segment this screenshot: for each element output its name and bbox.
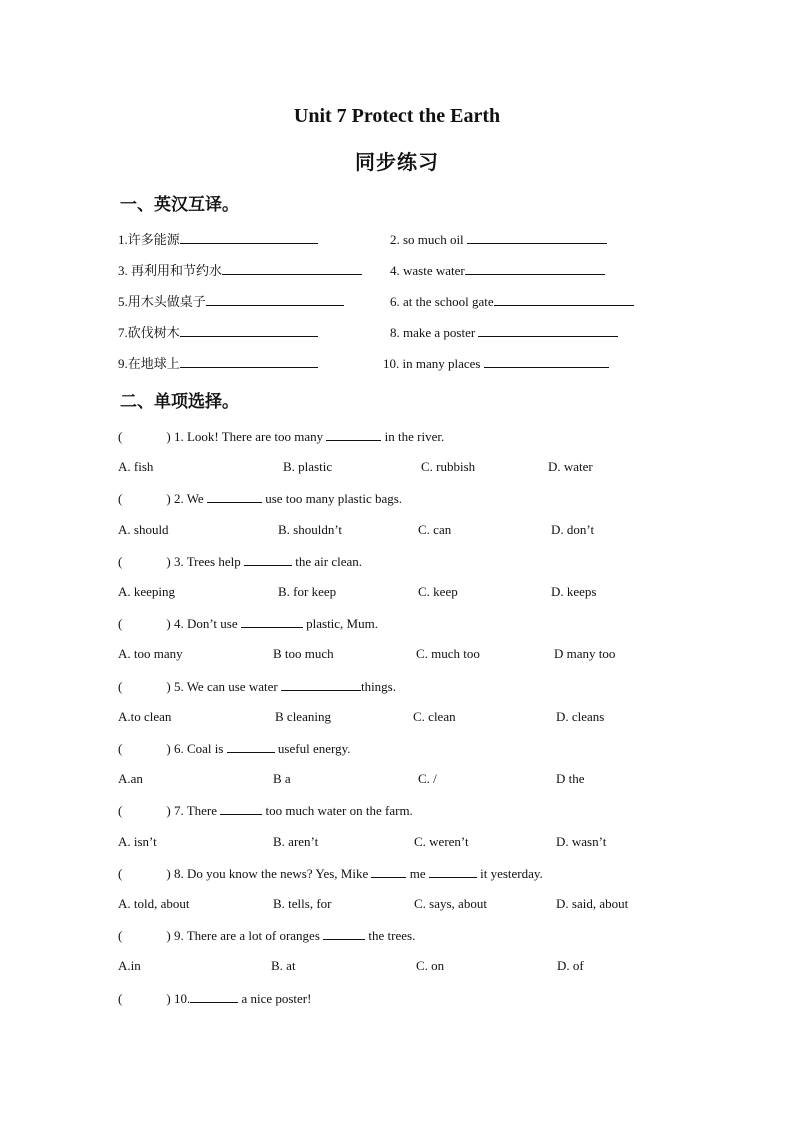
answer-blank[interactable] <box>484 355 609 368</box>
answer-blank[interactable] <box>206 293 344 306</box>
question-2: ( ) 2. We use too many plastic bags. <box>118 491 403 506</box>
option-a[interactable]: A.in <box>118 958 141 973</box>
option-d[interactable]: D. water <box>548 459 593 474</box>
translation-item: 1.许多能源 <box>118 231 318 248</box>
answer-blank[interactable] <box>429 865 477 878</box>
page-subtitle: 同步练习 <box>355 152 439 174</box>
option-a[interactable]: A. should <box>118 522 169 537</box>
answer-blank[interactable] <box>227 740 275 753</box>
translation-item: 5.用木头做桌子 <box>118 293 344 310</box>
option-d[interactable]: D. of <box>557 958 584 973</box>
option-c[interactable]: C. rubbish <box>421 459 476 474</box>
answer-blank[interactable] <box>244 553 292 566</box>
question-10: ( ) 10. a nice poster! <box>118 991 312 1006</box>
option-c[interactable]: C. says, about <box>414 896 487 911</box>
answer-blank[interactable] <box>371 865 406 878</box>
question-8: ( ) 8. Do you know the news? Yes, Mike me it yesterday. <box>118 866 543 881</box>
option-c[interactable]: C. can <box>418 522 452 537</box>
answer-blank[interactable] <box>241 615 303 628</box>
option-c[interactable]: C. much too <box>416 646 480 661</box>
option-a[interactable]: A. too many <box>118 646 183 661</box>
translation-item: 9.在地球上 <box>118 355 318 372</box>
question-4: ( ) 4. Don’t use plastic, Mum. <box>118 616 378 631</box>
option-a[interactable]: A. isn’t <box>118 834 157 849</box>
option-b[interactable]: B. at <box>271 958 296 973</box>
translation-item: 8. make a poster <box>390 324 618 341</box>
option-b[interactable]: B. shouldn’t <box>278 522 343 537</box>
option-a[interactable]: A. keeping <box>118 584 176 599</box>
answer-blank[interactable] <box>220 802 262 815</box>
translation-item: 6. at the school gate <box>390 293 634 310</box>
translation-item: 7.砍伐树木 <box>118 324 318 341</box>
answer-blank[interactable] <box>180 324 318 337</box>
question-9: ( ) 9. There are a lot of oranges the trees. <box>118 928 416 943</box>
page-title: Unit 7 Protect the Earth <box>293 105 501 127</box>
option-c[interactable]: C. clean <box>413 709 456 724</box>
option-c[interactable]: C. keep <box>418 584 458 599</box>
option-a[interactable]: A.an <box>118 771 143 786</box>
answer-blank[interactable] <box>467 231 607 244</box>
question-6: ( ) 6. Coal is useful energy. <box>118 741 351 756</box>
answer-blank[interactable] <box>180 231 318 244</box>
option-b[interactable]: B. for keep <box>278 584 337 599</box>
option-a[interactable]: A.to clean <box>118 709 172 724</box>
answer-blank[interactable] <box>494 293 634 306</box>
translation-item: 10. in many places <box>383 355 609 372</box>
option-a[interactable]: A. fish <box>118 459 154 474</box>
option-d[interactable]: D. wasn’t <box>556 834 607 849</box>
translation-item: 4. waste water <box>390 262 605 279</box>
option-c[interactable]: C. weren’t <box>414 834 469 849</box>
option-c[interactable]: C. on <box>416 958 445 973</box>
option-d[interactable]: D. keeps <box>551 584 597 599</box>
answer-blank[interactable] <box>180 355 318 368</box>
answer-blank[interactable] <box>478 324 618 337</box>
option-d[interactable]: D many too <box>554 646 616 661</box>
answer-blank[interactable] <box>465 262 605 275</box>
option-a[interactable]: A. told, about <box>118 896 190 911</box>
answer-blank[interactable] <box>326 428 381 441</box>
answer-blank[interactable] <box>222 262 362 275</box>
option-b[interactable]: B a <box>273 771 291 786</box>
option-b[interactable]: B cleaning <box>275 709 331 724</box>
question-3: ( ) 3. Trees help the air clean. <box>118 554 363 569</box>
translation-item: 3. 再利用和节约水 <box>118 262 362 279</box>
question-1: ( ) 1. Look! There are too many in the river. <box>118 429 445 444</box>
section2-heading: 二、单项选择。 <box>120 392 239 411</box>
question-7: ( ) 7. There too much water on the farm. <box>118 803 413 818</box>
option-d[interactable]: D the <box>556 771 585 786</box>
option-b[interactable]: B too much <box>273 646 334 661</box>
option-c[interactable]: C. / <box>418 771 437 786</box>
answer-blank[interactable] <box>190 990 238 1003</box>
option-d[interactable]: D. don’t <box>551 522 595 537</box>
answer-blank[interactable] <box>207 490 262 503</box>
option-b[interactable]: B. tells, for <box>273 896 332 911</box>
question-5: ( ) 5. We can use water things. <box>118 679 396 694</box>
section1-heading: 一、英汉互译。 <box>120 195 239 214</box>
option-d[interactable]: D. said, about <box>556 896 629 911</box>
option-b[interactable]: B. plastic <box>283 459 333 474</box>
translation-item: 2. so much oil <box>390 231 607 248</box>
option-b[interactable]: B. aren’t <box>273 834 319 849</box>
answer-blank[interactable] <box>323 927 365 940</box>
answer-blank[interactable] <box>281 678 361 691</box>
option-d[interactable]: D. cleans <box>556 709 605 724</box>
